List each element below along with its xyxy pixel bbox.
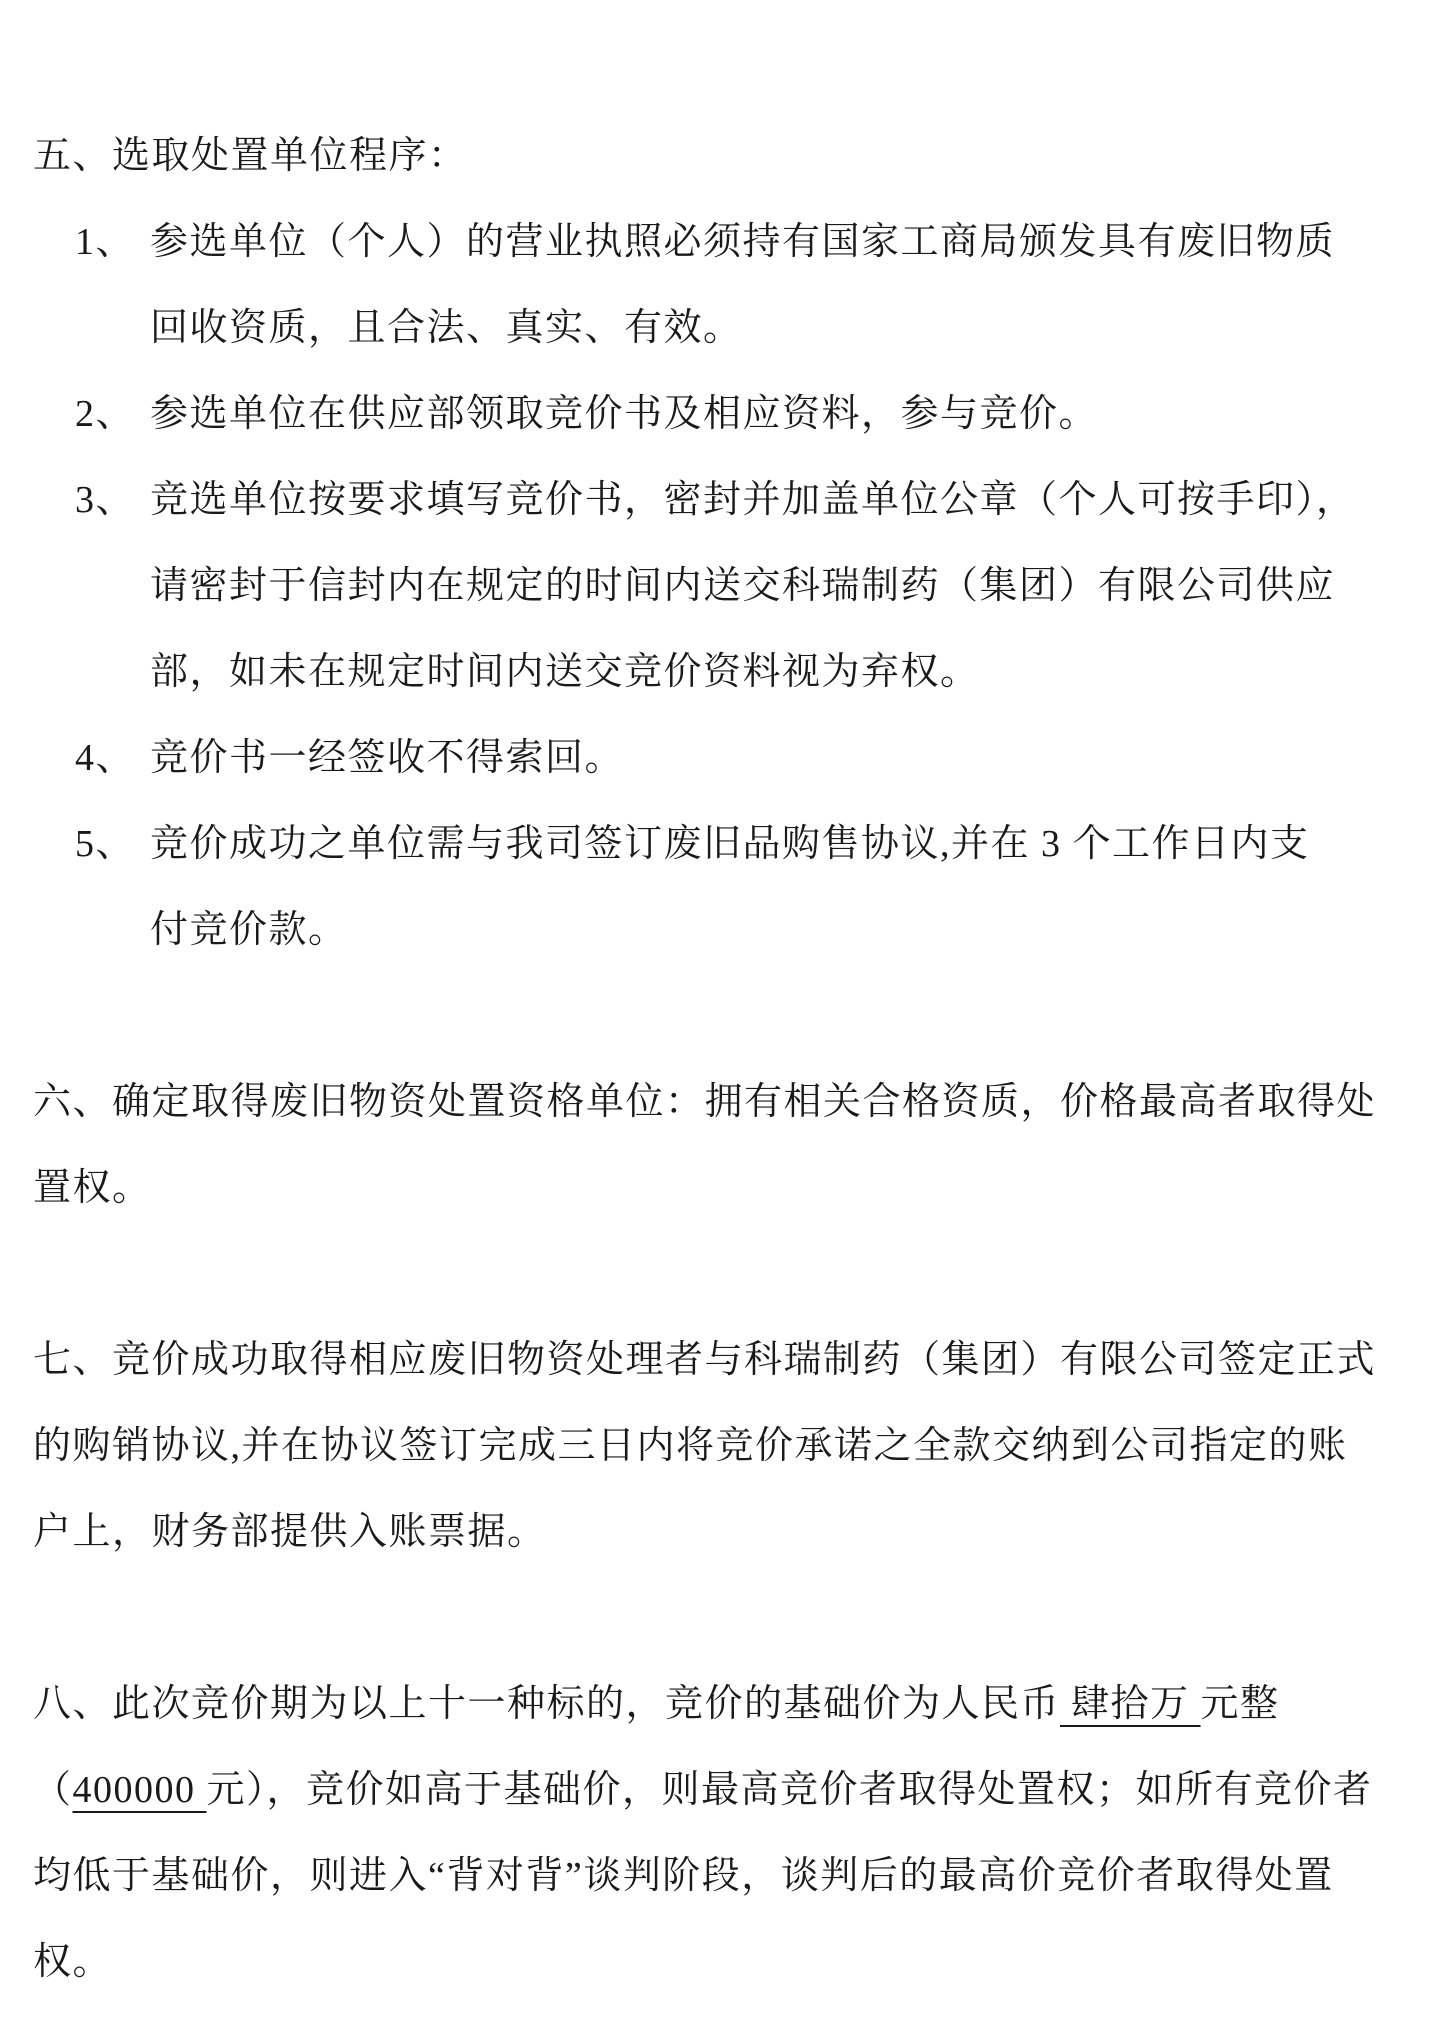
list-item-3-text — [150, 457, 1376, 715]
list-item-5 — [33, 801, 1376, 973]
list-item-3 — [33, 457, 1376, 715]
list-item-1-text — [150, 199, 1376, 371]
section-6-paragraph — [33, 1059, 1376, 1231]
list-item-2 — [33, 371, 1376, 457]
list-item-4-number: 4、 — [75, 737, 136, 779]
list-item-5-text — [150, 801, 1376, 973]
text-line: 参选单位在供应部领取竞价书及相应资料，参与竞价。 — [150, 393, 1099, 435]
text-line: 回收资质，且合法、真实、有效。 — [150, 307, 743, 349]
list-item-5-number: 5、 — [75, 823, 136, 865]
base-price-numeric: 400000 — [72, 1769, 207, 1811]
list-item-3-number: 3、 — [75, 479, 136, 521]
text-line: 户上，财务部提供入账票据。 — [33, 1511, 547, 1553]
text-line: 权。 — [33, 1941, 113, 1983]
list-item-2-text — [150, 371, 1376, 457]
text-line: 参选单位（个人）的营业执照必须持有国家工商局颁发具有废旧物质 — [150, 221, 1336, 263]
text-line — [33, 1747, 1376, 1833]
text-line: 的购销协议,并在协议签订完成三日内将竞价承诺之全款交纳到公司指定的账 — [33, 1425, 1348, 1467]
section-7-paragraph — [33, 1317, 1376, 1575]
section-5-list — [33, 199, 1376, 973]
text-line: 竞价书一经签收不得索回。 — [150, 737, 625, 779]
text-line: 六、确定取得废旧物资处置资格单位：拥有相关合格资质，价格最高者取得处 — [33, 1081, 1377, 1123]
list-item-1-number: 1、 — [75, 221, 136, 263]
list-item-4 — [33, 715, 1376, 801]
text-line: 竞价成功之单位需与我司签订废旧品购售协议,并在 3 个工作日内支 — [150, 823, 1310, 865]
list-item-4-text — [150, 715, 1376, 801]
text-line: 置权。 — [33, 1167, 152, 1209]
text-run: 元），竞价如高于基础价，则最高竞价者取得处置权；如所有竞价者 — [206, 1769, 1373, 1811]
text-line: 竞选单位按要求填写竞价书，密封并加盖单位公章（个人可按手印）， — [150, 479, 1356, 521]
text-run: 元整 — [1200, 1683, 1280, 1725]
text-run: （ — [33, 1769, 73, 1811]
base-price-chinese: 肆拾万 — [1060, 1683, 1201, 1725]
list-item-2-number: 2、 — [75, 393, 136, 435]
text-line: 付竞价款。 — [150, 909, 348, 951]
text-line — [33, 1661, 1376, 1747]
text-line: 七、竞价成功取得相应废旧物资处理者与科瑞制药（集团）有限公司签定正式 — [33, 1339, 1377, 1381]
section-5-heading: 五、选取处置单位程序： — [33, 135, 468, 177]
text-run: 八、此次竞价期为以上十一种标的，竞价的基础价为人民币 — [33, 1683, 1061, 1725]
list-item-1 — [33, 199, 1376, 371]
text-line: 部，如未在规定时间内送交竞价资料视为弃权。 — [150, 651, 980, 693]
section-8-paragraph — [33, 1661, 1376, 2005]
text-line: 请密封于信封内在规定的时间内送交科瑞制药（集团）有限公司供应 — [150, 565, 1336, 607]
text-line: 均低于基础价，则进入“背对背”谈判阶段，谈判后的最高价竞价者取得处置 — [33, 1855, 1334, 1897]
